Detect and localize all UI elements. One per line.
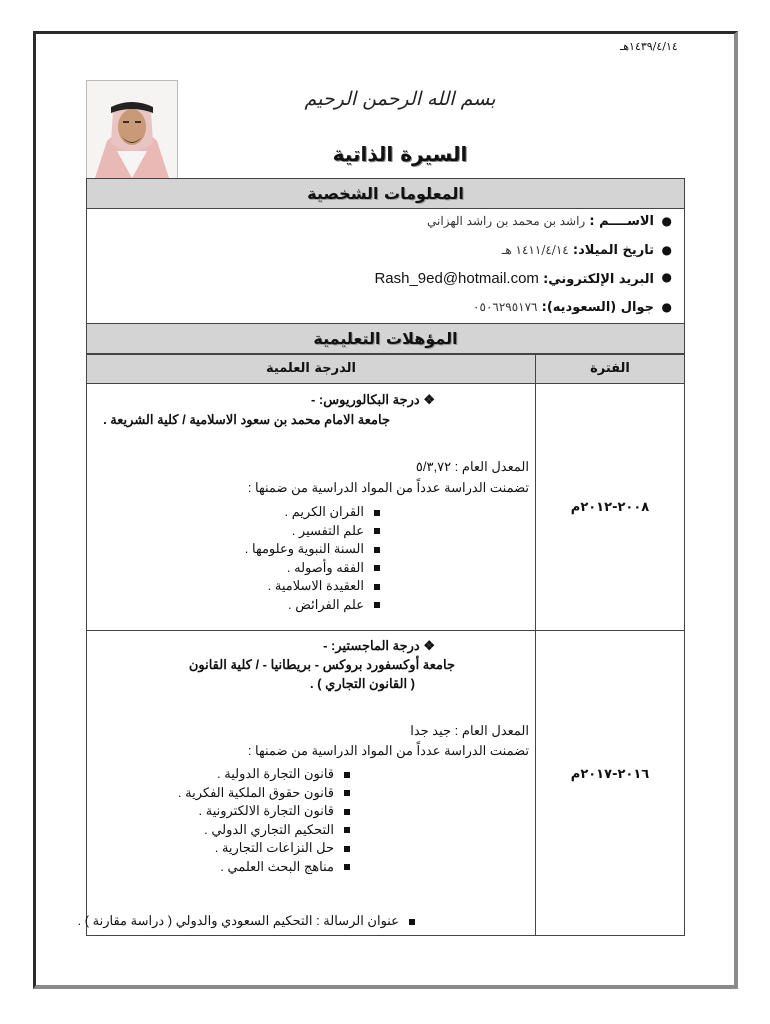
mobile-label: جوال (السعوديه):: [541, 300, 654, 315]
master-degree: ❖ درجة الماجستير: -: [323, 638, 435, 653]
email-item: [374, 270, 672, 287]
mobile-item: [473, 300, 672, 315]
bachelor-gpa: المعدل العام : ٥/٣,٧٢: [415, 459, 529, 474]
list-item: مناهج البحث العلمي .: [178, 858, 350, 877]
list-item: العقيدة الاسلامية .: [245, 577, 380, 596]
list-item: التحكيم التجاري الدولي .: [178, 821, 350, 840]
name-value: راشد بن محمد بن راشد الهزاني: [427, 214, 586, 228]
bachelor-period: ٢٠٠٨-٢٠١٢م: [570, 500, 650, 515]
degree-column-header: الدرجة العلمية: [87, 355, 535, 383]
bullet-icon: ●: [661, 300, 672, 314]
email-label: البريد الإلكتروني:: [543, 272, 654, 287]
bachelor-entry: [87, 384, 535, 630]
bachelor-subjects: [245, 503, 380, 614]
mobile-value: ٠٥٠٦٢٩٥١٧٦: [473, 300, 538, 314]
personal-info-box: [86, 208, 685, 323]
dob-value: ١٤١١/٤/١٤ هـ: [501, 243, 569, 257]
master-institution: جامعة أوكسفورد بروكس - بريطانيا - / كلية القانون: [188, 657, 455, 672]
bullet-icon: ●: [661, 243, 672, 257]
email-value: Rash_9ed@hotmail.com: [374, 270, 539, 287]
master-entry: [77, 631, 535, 935]
master-period: ٢٠١٦-٢٠١٧م: [570, 767, 650, 782]
dob-label: تاريخ الميلاد:: [572, 243, 654, 258]
document-date: ١٤٣٩/٤/١٤هـ: [620, 40, 678, 53]
list-item: قانون حقوق الملكية الفكرية .: [178, 784, 350, 803]
period-column-header: الفترة: [536, 355, 684, 383]
column-divider: [535, 355, 536, 935]
bullet-icon: ●: [661, 270, 672, 284]
list-item: علم التفسير .: [245, 522, 380, 541]
bullet-icon: ●: [661, 214, 672, 228]
master-thesis: عنوان الرسالة : التحكيم السعودي والدولي ( دراسة مقارنة ) .: [77, 912, 415, 930]
personal-info-heading: المعلومات الشخصية: [86, 178, 685, 209]
bachelor-intro: تضمنت الدراسة عدداً من المواد الدراسية من ضمنها :: [247, 480, 529, 495]
name-label: الاســــم :: [589, 214, 654, 229]
master-specialization: ( القانون التجاري ) .: [309, 676, 415, 691]
list-item: حل النزاعات التجارية .: [178, 839, 350, 858]
document-title: السيرة الذاتية: [332, 142, 468, 166]
education-table: [77, 354, 685, 936]
basmala: بسم الله الرحمن الرحيم: [304, 88, 496, 110]
dob-item: [501, 243, 672, 258]
bachelor-degree: ❖ درجة البكالوريوس: -: [310, 392, 435, 407]
list-item: قانون التجارة الدولية .: [178, 765, 350, 784]
list-item: القران الكريم .: [245, 503, 380, 522]
master-gpa: المعدل العام : جيد جدا: [410, 723, 529, 738]
master-subjects: [178, 765, 350, 876]
name-item: [427, 214, 672, 229]
list-item: السنة النبوية وعلومها .: [245, 540, 380, 559]
list-item: علم الفرائض .: [245, 596, 380, 615]
education-heading: المؤهلات التعليمية: [86, 323, 685, 354]
diamond-bullet-icon: ❖: [423, 392, 435, 407]
master-intro: تضمنت الدراسة عدداً من المواد الدراسية من ضمنها :: [247, 743, 529, 758]
list-item: الفقه وأصوله .: [245, 559, 380, 578]
diamond-bullet-icon: ❖: [423, 638, 435, 653]
bachelor-institution: جامعة الامام محمد بن سعود الاسلامية / كلية الشريعة .: [103, 412, 390, 427]
list-item: قانون التجارة الالكترونية .: [178, 802, 350, 821]
profile-photo: [86, 80, 178, 179]
